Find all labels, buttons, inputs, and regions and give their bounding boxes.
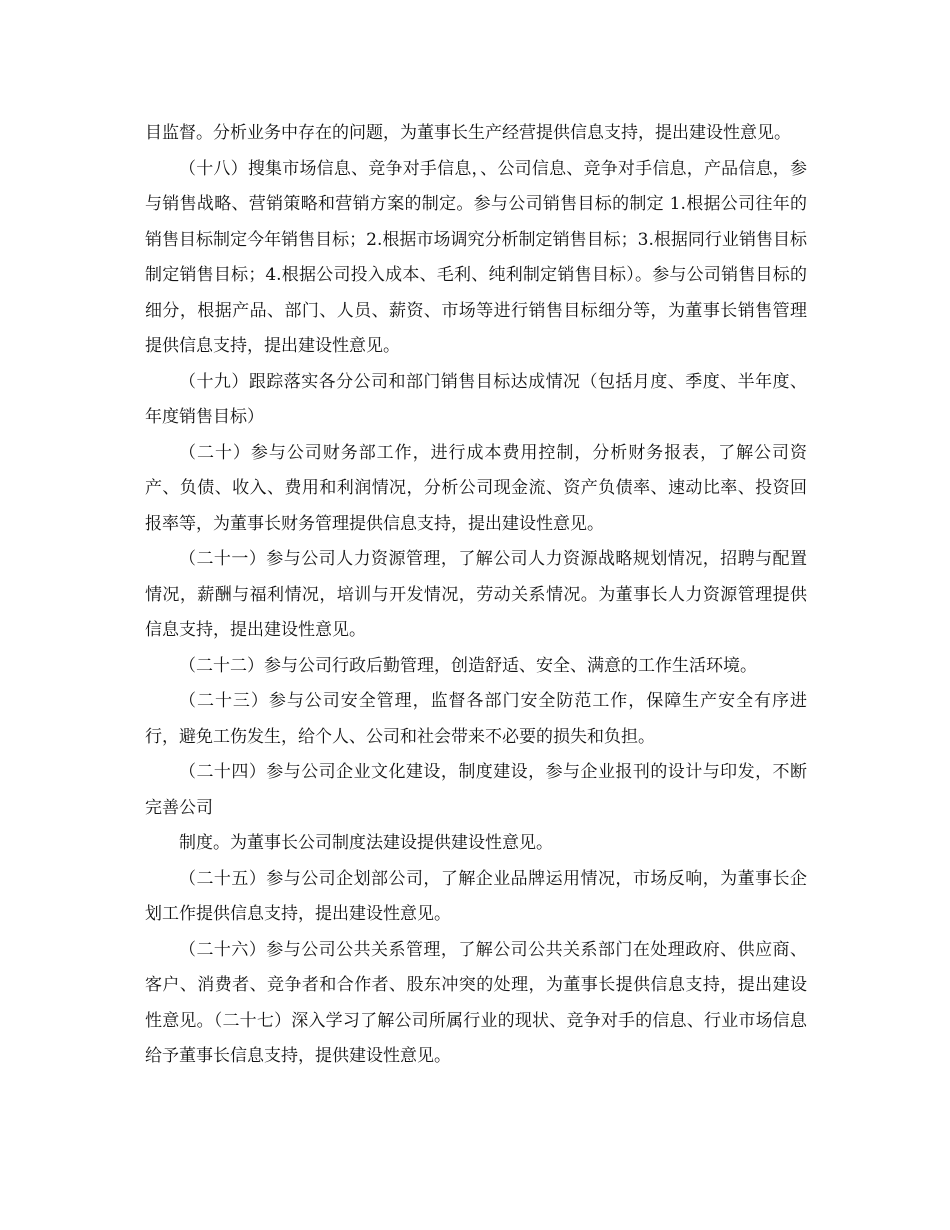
paragraph-item-24-continuation: 制度。为董事长公司制度法建设提供建设性意见。 [179,833,553,853]
paragraph-item-21: （二十一）参与公司人力资源管理，了解公司人力资源战略规划情况，招聘与配置情况，薪酬与福利情况，培训与开发情况，劳动关系情况。为董事长人力资源管理提供信息支持，提出建设性意见。 [145,549,807,640]
document-body [145,116,807,1075]
paragraph-item-26: （二十六）参与公司公共关系管理，了解公司公共关系部门在处理政府、供应商、客户、消费者、竞争者和合作者、股东冲突的处理，为董事长提供信息支持，提出建设性意见。（二十七）深入学习了解公司所属行业的现状、竞争对手的信息、行业市场信息给予董事长信息支持，提供建设性意见。 [145,939,807,1066]
paragraph-item-18: （十八）搜集市场信息、竞争对手信息，、公司信息、竞争对手信息，产品信息，参与销售战略、营销策略和营销方案的制定。参与公司销售目标的制定 1.根据公司往年的销售目标制定今年销售目标；2.根据市场调究分析制定销售目标；3.根据同行业销售目标制定销售目标；4.根据公司投入成本、毛利、纯利制定销售目标）。参与公司销售目标的细分，根据产品、部门、人员、薪资、市场等进行销售目标细分等，为董事长销售管理提供信息支持，提出建设性意见。 [145,158,807,356]
paragraph-item-25: （二十五）参与公司企划部公司，了解企业品牌运用情况，市场反响，为董事长企划工作提供信息支持，提出建设性意见。 [145,868,807,924]
paragraph-item-19: （十九）跟踪落实各分公司和部门销售目标达成情况（包括月度、季度、半年度、年度销售目标） [145,371,807,427]
paragraph-continuation: 目监督。分析业务中存在的问题，为董事长生产经营提供信息支持，提出建设性意见。 [145,123,791,143]
paragraph-item-20: （二十）参与公司财务部工作，进行成本费用控制，分析财务报表，了解公司资产、负债、收入、费用和利润情况，分析公司现金流、资产负债率、速动比率、投资回报率等，为董事长财务管理提供信息支持，提出建设性意见。 [145,442,807,534]
paragraph-item-24: （二十四）参与公司企业文化建设，制度建设，参与企业报刊的设计与印发，不断完善公司 [145,762,807,818]
paragraph-item-23: （二十三）参与公司安全管理，监督各部门安全防范工作，保障生产安全有序进行，避免工伤发生，给个人、公司和社会带来不必要的损失和负担。 [145,691,807,747]
paragraph-item-22: （二十二）参与公司行政后勤管理，创造舒适、安全、满意的工作生活环境。 [179,655,757,676]
